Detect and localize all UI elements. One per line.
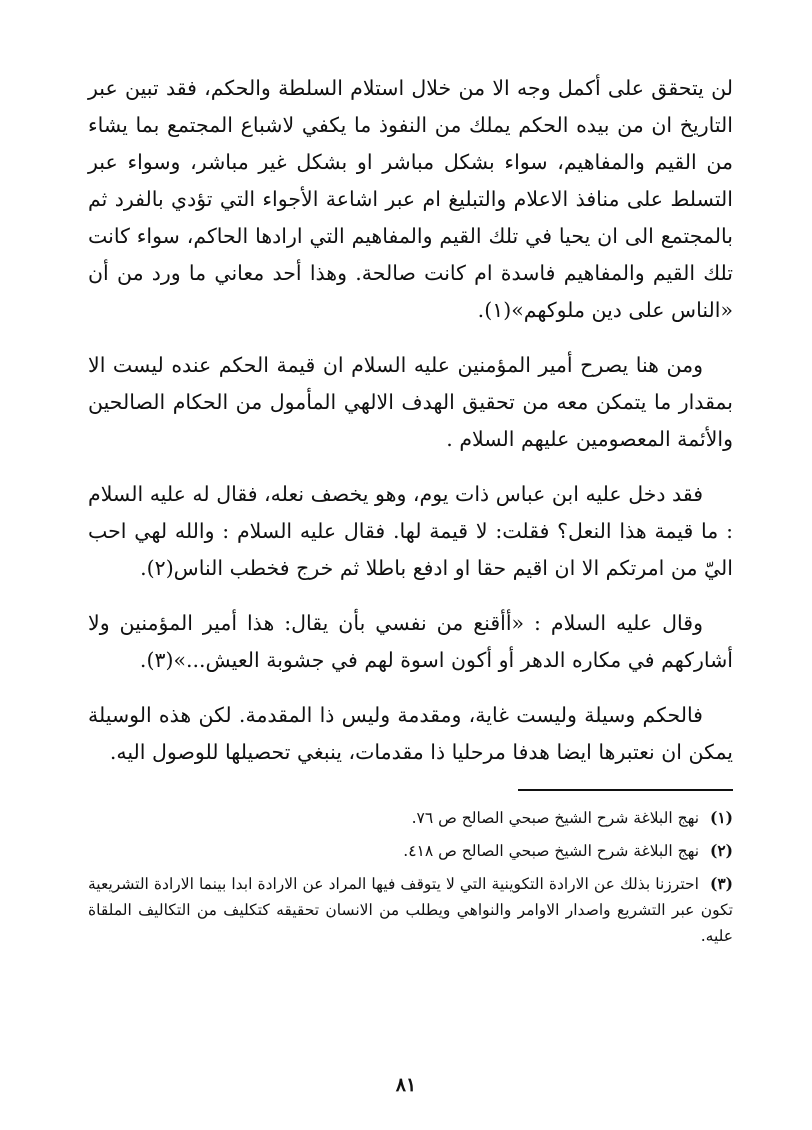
paragraph-5: فالحكم وسيلة وليست غاية، ومقدمة وليس ذا المقدمة. لكن هذه الوسيلة يمكن ان نعتبرها ايضا هدفا مرحليا ذا مقدمات، ينبغي تحصيلها للوصول اليه. (88, 703, 733, 764)
footnote-number: (١) (709, 808, 733, 827)
footnote-text: احترزنا بذلك عن الارادة التكوينية التي لا يتوقف فيها المراد عن الارادة ابدا بينما الارادة التشريعية تكون عبر التشريع واصدار الاوامر والنواهي ويطلب من الانسان تحقيقه كتكليف من التكاليف الملقاة عليه. (88, 875, 733, 945)
page-number: ٨١ (395, 1074, 417, 1096)
paragraph-3: فقد دخل عليه ابن عباس ذات يوم، وهو يخصف نعله، فقال له عليه السلام : ما قيمة هذا النعل؟ فقلت: لا قيمة لها. فقال عليه السلام : والله لهي احب اليّ من امرتكم الا ان اقيم حقا او ادفع باطلا ثم خرج فخطب الناس(٢). (88, 482, 733, 580)
footnote-3 (88, 871, 733, 949)
page-body (88, 70, 733, 956)
paragraph-1: لن يتحقق على أكمل وجه الا من خلال استلام السلطة والحكم، فقد تبين عبر التاريخ ان من بيده الحكم يملك من النفوذ ما يكفي لاشباع المجتمع بما يشاء من القيم والمفاهيم، سواء بشكل مباشر او بشكل غير مباشر، وسواء عبر التسلط على منافذ الاعلام والتبليغ ام عبر اشاعة الأجواء التي تؤدي بالفرد ثم بالمجتمع الى ان يحيا في تلك القيم والمفاهيم التي ارادها الحاكم، سواء كانت تلك القيم والمفاهيم فاسدة ام كانت صالحة. وهذا أحد معاني ما ورد من أن «الناس على دين ملوكهم»(١). (88, 76, 733, 322)
footnote-number: (٣) (709, 874, 733, 893)
footnote-2 (88, 838, 733, 864)
footnote-divider (518, 789, 733, 791)
paragraph-2: ومن هنا يصرح أمير المؤمنين عليه السلام ان قيمة الحكم عنده ليست الا بمقدار ما يتمكن معه من تحقيق الهدف الالهي المأمول من الحكام الصالحين والأئمة المعصومين عليهم السلام . (88, 353, 733, 451)
footnote-1 (88, 805, 733, 831)
footnote-text: نهج البلاغة شرح الشيخ صبحي الصالح ص ٤١٨. (403, 842, 700, 860)
footnote-number: (٢) (709, 841, 733, 860)
footnote-text: نهج البلاغة شرح الشيخ صبحي الصالح ص ٧٦. (411, 809, 700, 827)
paragraph-4: وقال عليه السلام : «أأقنع من نفسي بأن يقال: هذا أمير المؤمنين ولا أشاركهم في مكاره الدهر أو أكون اسوة لهم في جشوبة العيش...»(٣). (88, 611, 733, 672)
